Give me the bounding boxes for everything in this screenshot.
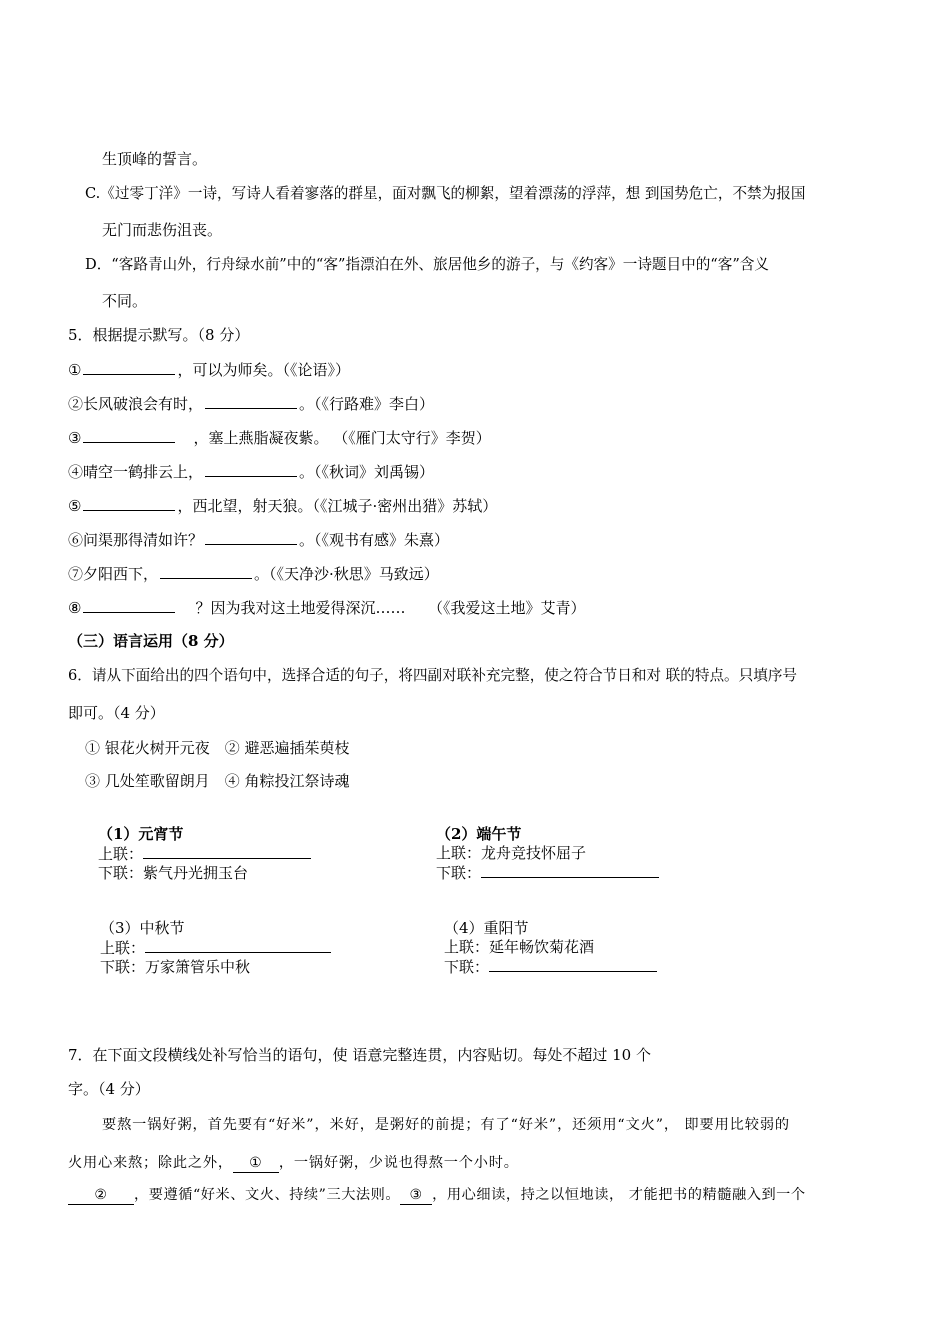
- option-c-line1: C.《过零丁洋》一诗，写诗人看着寥落的群星，面对飘飞的柳絮，望着漂荡的浮萍，想 到国势危亡，不禁为报国: [85, 185, 806, 202]
- answer-blank-1[interactable]: ①: [233, 1154, 279, 1173]
- section-title: （三）语言运用（8 分）: [68, 632, 234, 650]
- q5-item-6: [68, 529, 449, 550]
- festival-title: （1）元宵节: [98, 825, 184, 843]
- upper-couplet: 上联：延年畅饮菊花酒: [444, 938, 595, 956]
- fill-blank[interactable]: [160, 563, 252, 579]
- lower-couplet: 下联：紫气丹光拥玉台: [98, 864, 249, 882]
- q7-passage-line3: ② ，要遵循“好米、文火、持续”三大法则。 ③ ，用心细读，持之以恒地读， 才能把书的精髓融入到一个: [68, 1185, 806, 1205]
- item-text: 夕阳西下，: [83, 565, 159, 583]
- item-text: 。（《天净沙·秋思》马致远）: [254, 565, 439, 583]
- upper-couplet: 上联：: [98, 844, 311, 864]
- fill-blank[interactable]: [205, 393, 297, 409]
- couplet-blank[interactable]: [489, 957, 657, 972]
- festival-title: （2）端午节: [436, 825, 522, 843]
- lower-couplet: 下联：: [436, 863, 659, 883]
- item-num: ⑧: [68, 599, 82, 617]
- item-text: 。（《行路难》李白）: [299, 395, 435, 413]
- festival-double-ninth: [444, 919, 657, 977]
- answer-blank-3[interactable]: ③: [400, 1186, 432, 1205]
- q6-options-row2: ③ 几处笙歌留朗月 ④ 角粽投江祭诗魂: [85, 772, 350, 790]
- q7-title-line2: 字。（4 分）: [68, 1080, 150, 1098]
- option-d-line2: 不同。: [102, 292, 148, 310]
- upper-couplet: 上联：: [100, 938, 331, 958]
- fill-blank[interactable]: [83, 495, 175, 511]
- q5-item-5: [68, 495, 497, 516]
- item-num: ⑦: [68, 565, 84, 583]
- item-text: 长风破浪会有时，: [83, 395, 204, 413]
- fill-blank[interactable]: [83, 359, 175, 375]
- item-num: ⑥: [68, 531, 84, 549]
- q6-title-line2: 即可。（4 分）: [68, 704, 165, 722]
- item-text: ，可以为师矣。（《论语》）: [177, 361, 350, 379]
- q6-options-row1: ① 银花火树开元夜 ② 避恶遍插茱萸枝: [85, 739, 350, 757]
- lower-couplet: 下联：: [444, 957, 657, 977]
- q5-item-2: [68, 393, 434, 414]
- fill-blank[interactable]: [205, 461, 297, 477]
- couplet-blank[interactable]: [481, 863, 659, 878]
- q5-item-1: [68, 359, 350, 380]
- lower-couplet: 下联：万家箫管乐中秋: [100, 958, 251, 976]
- festival-title: （4）重阳节: [444, 919, 529, 937]
- item-text: 问渠那得清如许？: [83, 531, 204, 549]
- item-num: ①: [68, 361, 82, 379]
- q5-item-3: [68, 427, 491, 448]
- item-num: ②: [68, 395, 84, 413]
- festival-mid-autumn: [100, 919, 331, 977]
- upper-couplet: 上联：龙舟竞技怀屈子: [436, 844, 587, 862]
- q6-title-line1: 6．请从下面给出的四个语句中，选择合适的句子，将四副对联补充完整，使之符合节日和对 联的特点。只填序号: [68, 667, 798, 684]
- festival-title: （3）中秋节: [100, 919, 185, 937]
- item-text: 晴空一鹤排云上，: [83, 463, 204, 481]
- item-text: ，塞上燕脂凝夜紫。 （《雁门太守行》李贺）: [193, 429, 491, 447]
- couplet-blank[interactable]: [143, 844, 311, 859]
- option-c-line2: 无门而悲伤沮丧。: [102, 221, 223, 239]
- festival-lantern: [98, 825, 311, 883]
- q5-item-7: [68, 563, 439, 584]
- q5-title: 5．根据提示默写。（8 分）: [68, 326, 250, 344]
- option-b-tail: 生顶峰的誓言。: [102, 150, 208, 168]
- item-num: ④: [68, 463, 84, 481]
- q7-title-line1: 7．在下面文段横线处补写恰当的语句，使 语意完整连贯，内容贴切。每处不超过 10 个: [68, 1046, 651, 1064]
- fill-blank[interactable]: [83, 427, 175, 443]
- item-text: ？因为我对这土地爱得深沉…… （《我爱这土地》艾青）: [195, 599, 586, 617]
- fill-blank[interactable]: [83, 597, 175, 613]
- q7-passage-line1: 要熬一锅好粥，首先要有“好米”，米好，是粥好的前提；有了“好米”，还须用“文火”， 即要用比较弱的: [102, 1117, 791, 1133]
- fill-blank[interactable]: [205, 529, 297, 545]
- option-d-line1: D．“客路青山外，行舟绿水前”中的“客”指漂泊在外、旅居他乡的游子，与《约客》一诗题目中的“客”含义: [85, 256, 770, 273]
- item-num: ⑤: [68, 497, 82, 515]
- answer-blank-2[interactable]: ②: [68, 1186, 134, 1205]
- q5-item-8: [68, 597, 585, 618]
- q5-item-4: [68, 461, 434, 482]
- q7-passage-line2: 火用心来熬；除此之外， ① ，一锅好粥，少说也得熬一个小时。: [68, 1155, 519, 1171]
- item-text: 。（《秋词》刘禹锡）: [299, 463, 435, 481]
- item-text: ，西北望，射天狼。（《江城子·密州出猎》苏轼）: [177, 497, 498, 515]
- item-text: 。（《观书有感》朱熹）: [299, 531, 450, 549]
- couplet-blank[interactable]: [145, 938, 331, 953]
- item-num: ③: [68, 429, 82, 447]
- festival-dragon-boat: [436, 825, 659, 883]
